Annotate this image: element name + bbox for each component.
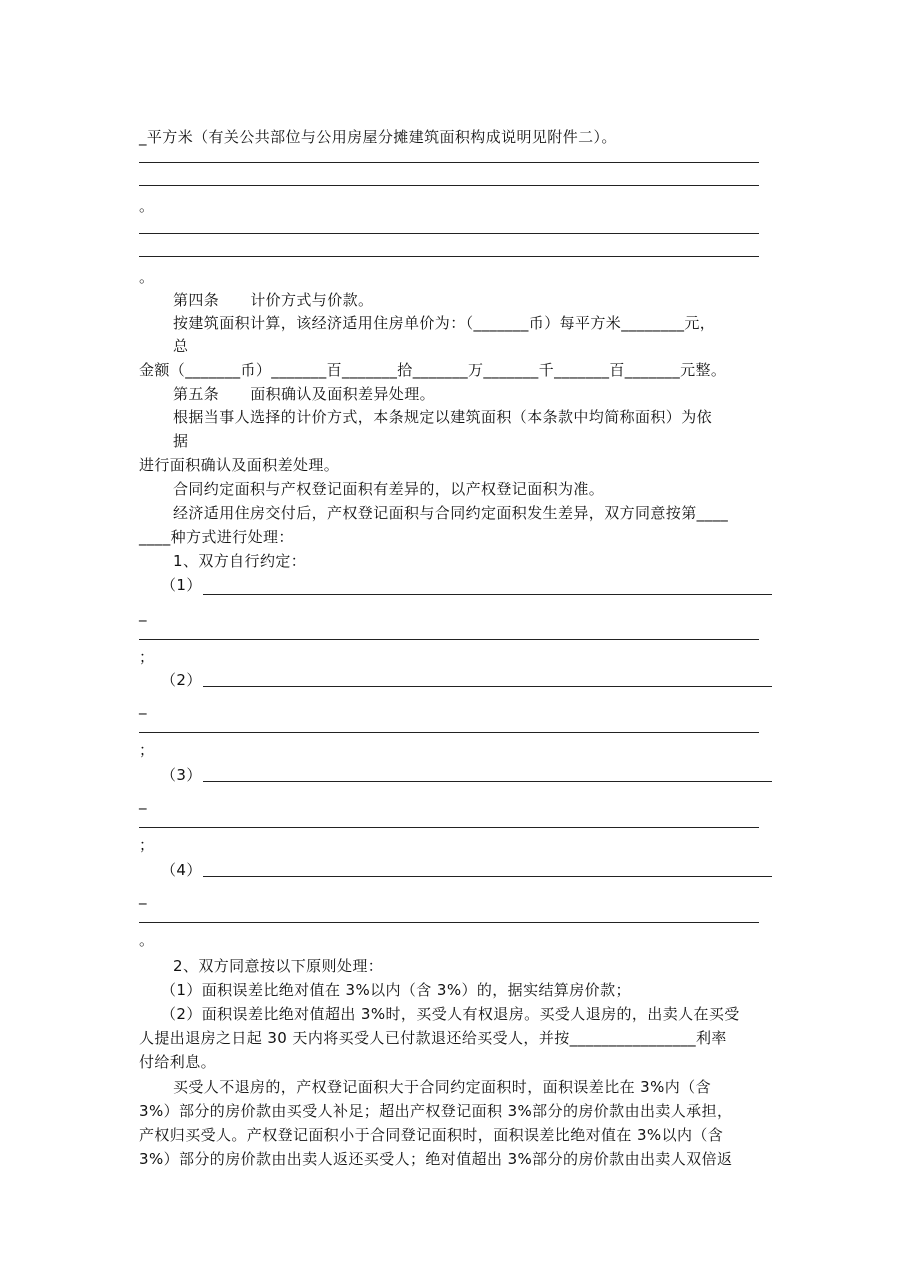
semicolon-mark: ； bbox=[139, 648, 155, 666]
rule-line: （2）面积误差比绝对值超出 3%时，买受人有权退房。买受人退房的，出卖人在买受 bbox=[161, 1005, 740, 1023]
item-label: （1） bbox=[161, 576, 202, 594]
period-mark: 。 bbox=[139, 268, 155, 286]
semicolon-mark: ； bbox=[139, 836, 155, 854]
text-line: 总 bbox=[173, 337, 189, 355]
option2-title: 2、双方同意按以下原则处理： bbox=[173, 957, 384, 975]
text-line: _平方米（有关公共部位与公用房屋分摊建筑面积构成说明见附件二）。 bbox=[139, 128, 617, 146]
text-line: 合同约定面积与产权登记面积有差异的，以产权登记面积为准。 bbox=[173, 480, 605, 498]
blank-line bbox=[139, 827, 759, 828]
semicolon-mark: ； bbox=[139, 741, 155, 759]
dash-mark: _ bbox=[139, 792, 147, 810]
blank-line bbox=[139, 256, 759, 257]
article5-title: 第五条 面积确认及面积差异处理。 bbox=[173, 385, 436, 403]
blank-line bbox=[139, 233, 759, 234]
text-line: 3%）部分的房价款由买受人补足；超出产权登记面积 3%部分的房价款由出卖人承担， bbox=[139, 1102, 733, 1120]
text-line: 经济适用住房交付后，产权登记面积与合同约定面积发生差异，双方同意按第____ bbox=[173, 504, 729, 522]
article4-title: 第四条 计价方式与价款。 bbox=[173, 291, 374, 309]
text-line: 产权归买受人。产权登记面积小于合同登记面积时，面积误差比绝对值在 3%以内（含 bbox=[139, 1126, 724, 1144]
blank-line bbox=[139, 732, 759, 733]
blank-line bbox=[203, 686, 772, 687]
option1-title: 1、双方自行约定： bbox=[173, 552, 307, 570]
text-line: 根据当事人选择的计价方式，本条规定以建筑面积（本条款中均简称面积）为依 bbox=[173, 408, 713, 426]
text-line: 买受人不退房的，产权登记面积大于合同约定面积时，面积误差比在 3%内（含 bbox=[173, 1078, 711, 1096]
text-line: 据 bbox=[173, 432, 189, 450]
blank-line bbox=[139, 185, 759, 186]
dash-mark: _ bbox=[139, 887, 147, 905]
item-label: （2） bbox=[161, 671, 202, 689]
rule-line: （1）面积误差比绝对值在 3%以内（含 3%）的，据实结算房价款； bbox=[161, 981, 631, 999]
blank-line bbox=[203, 594, 772, 595]
text-line: ____种方式进行处理： bbox=[139, 528, 294, 546]
text-line: 进行面积确认及面积差处理。 bbox=[139, 456, 340, 474]
blank-line bbox=[139, 922, 759, 923]
item-label: （4） bbox=[161, 861, 202, 879]
rule-line: 付给利息。 bbox=[139, 1053, 217, 1071]
text-line: 金额（_______币）_______百_______拾_______万_______千_______百_______元整。 bbox=[139, 361, 727, 379]
period-mark: 。 bbox=[139, 931, 155, 949]
text-line: 按建筑面积计算，该经济适用住房单价为：（_______币）每平方米________元， bbox=[173, 314, 716, 332]
item-label: （3） bbox=[161, 766, 202, 784]
blank-line bbox=[203, 781, 772, 782]
blank-line bbox=[139, 162, 759, 163]
blank-line bbox=[139, 639, 759, 640]
dash-mark: _ bbox=[139, 604, 147, 622]
text-line: 3%）部分的房价款由出卖人返还买受人；绝对值超出 3%部分的房价款由出卖人双倍返 bbox=[139, 1150, 733, 1168]
blank-line bbox=[203, 876, 772, 877]
dash-mark: _ bbox=[139, 697, 147, 715]
rule-line: 人提出退房之日起 30 天内将买受人已付款退还给买受人，并按________________利率 bbox=[139, 1029, 727, 1047]
period-mark: 。 bbox=[139, 197, 155, 215]
